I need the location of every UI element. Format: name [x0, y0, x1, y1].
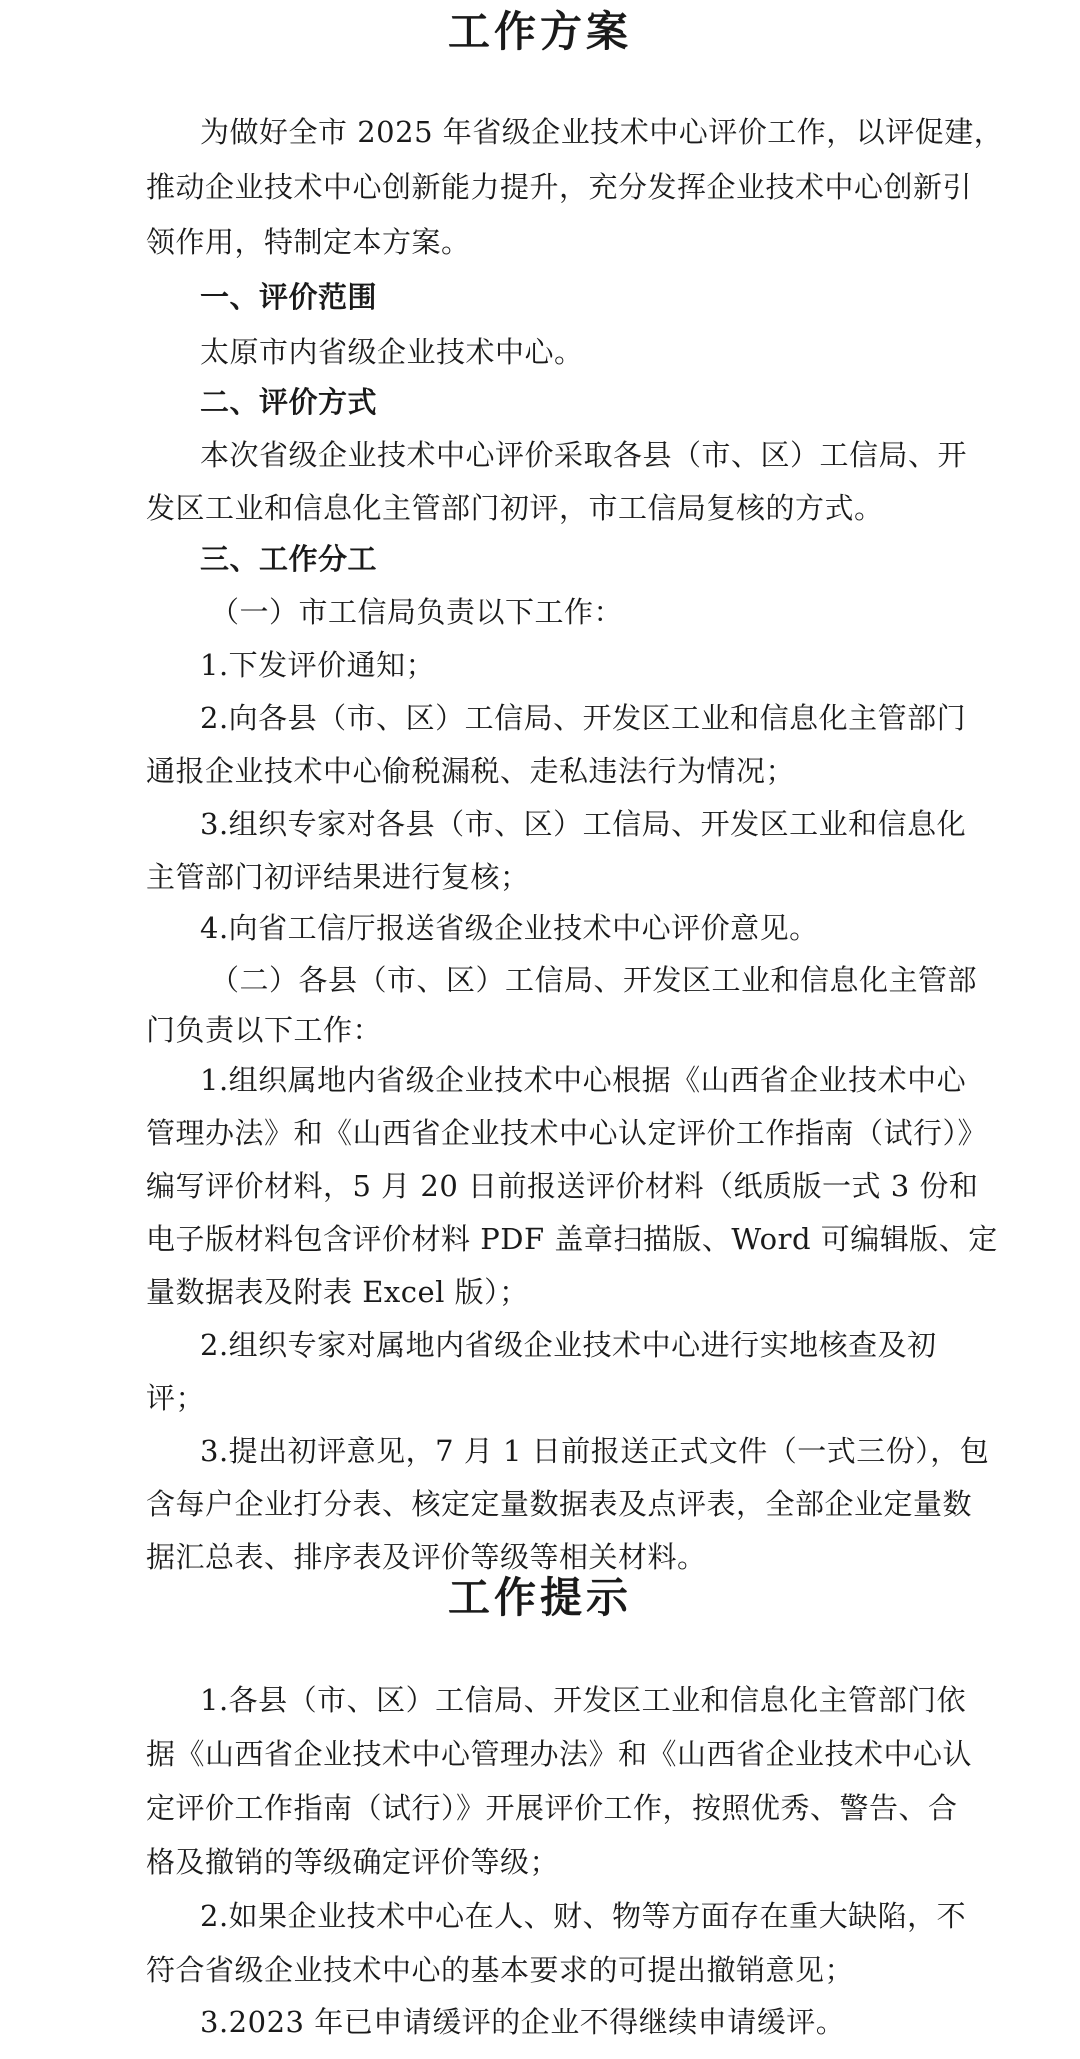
item-county-3-line-3: 据汇总表、排序表及评价等级等相关材料。	[146, 1540, 707, 1574]
tip-3: 3.2023 年已申请缓评的企业不得继续申请缓评。	[200, 2005, 846, 2039]
para-intro-line-1: 为做好全市 2025 年省级企业技术中心评价工作，以评促建，	[200, 115, 1004, 149]
heading-evaluation-method: 二、评价方式	[200, 385, 378, 419]
subheading-county-bureau-line-2: 门负责以下工作：	[146, 1013, 383, 1047]
para-intro-line-3: 领作用，特制定本方案。	[146, 225, 471, 259]
tip-2-line-2: 符合省级企业技术中心的基本要求的可提出撤销意见；	[146, 1953, 855, 1987]
item-city-3-line-2: 主管部门初评结果进行复核；	[146, 860, 530, 894]
tip-1-line-3: 定评价工作指南（试行）》开展评价工作，按照优秀、警告、合	[146, 1791, 958, 1825]
item-county-1-line-3: 编写评价材料，5 月 20 日前报送评价材料（纸质版一式 3 份和	[146, 1169, 979, 1203]
title-work-plan: 工作方案	[447, 7, 632, 56]
heading-evaluation-scope: 一、评价范围	[200, 280, 378, 314]
item-county-2-line-2: 评；	[146, 1381, 206, 1415]
subheading-city-bureau: （一）市工信局负责以下工作：	[210, 595, 624, 629]
item-county-2-line-1: 2.组织专家对属地内省级企业技术中心进行实地核查及初	[200, 1328, 937, 1362]
para-scope: 太原市内省级企业技术中心。	[200, 335, 584, 369]
item-city-3-line-1: 3.组织专家对各县（市、区）工信局、开发区工业和信息化	[200, 807, 967, 841]
item-county-3-line-1: 3.提出初评意见，7 月 1 日前报送正式文件（一式三份），包	[200, 1434, 990, 1468]
tip-2-line-1: 2.如果企业技术中心在人、财、物等方面存在重大缺陷，不	[200, 1899, 967, 1933]
tip-1-line-1: 1.各县（市、区）工信局、开发区工业和信息化主管部门依	[200, 1683, 967, 1717]
item-city-1: 1.下发评价通知；	[200, 648, 436, 682]
item-county-1-line-1: 1.组织属地内省级企业技术中心根据《山西省企业技术中心	[200, 1063, 967, 1097]
item-county-1-line-4: 电子版材料包含评价材料 PDF 盖章扫描版、Word 可编辑版、定	[146, 1222, 998, 1256]
item-city-2-line-1: 2.向各县（市、区）工信局、开发区工业和信息化主管部门	[200, 701, 967, 735]
item-county-1-line-2: 管理办法》和《山西省企业技术中心认定评价工作指南（试行）》	[146, 1116, 988, 1150]
para-method-line-2: 发区工业和信息化主管部门初评，市工信局复核的方式。	[146, 491, 884, 525]
tip-1-line-4: 格及撤销的等级确定评价等级；	[146, 1845, 560, 1879]
item-city-4: 4.向省工信厅报送省级企业技术中心评价意见。	[200, 911, 819, 945]
subheading-county-bureau-line-1: （二）各县（市、区）工信局、开发区工业和信息化主管部	[210, 963, 978, 997]
tip-1-line-2: 据《山西省企业技术中心管理办法》和《山西省企业技术中心认	[146, 1737, 973, 1771]
item-county-1-line-5: 量数据表及附表 Excel 版）；	[146, 1275, 529, 1309]
para-intro-line-2: 推动企业技术中心创新能力提升，充分发挥企业技术中心创新引	[146, 170, 973, 204]
heading-division-of-work: 三、工作分工	[200, 542, 378, 576]
item-county-3-line-2: 含每户企业打分表、核定定量数据表及点评表，全部企业定量数	[146, 1487, 973, 1521]
para-method-line-1: 本次省级企业技术中心评价采取各县（市、区）工信局、开	[200, 438, 968, 472]
item-city-2-line-2: 通报企业技术中心偷税漏税、走私违法行为情况；	[146, 754, 796, 788]
title-work-tips: 工作提示	[447, 1573, 632, 1622]
